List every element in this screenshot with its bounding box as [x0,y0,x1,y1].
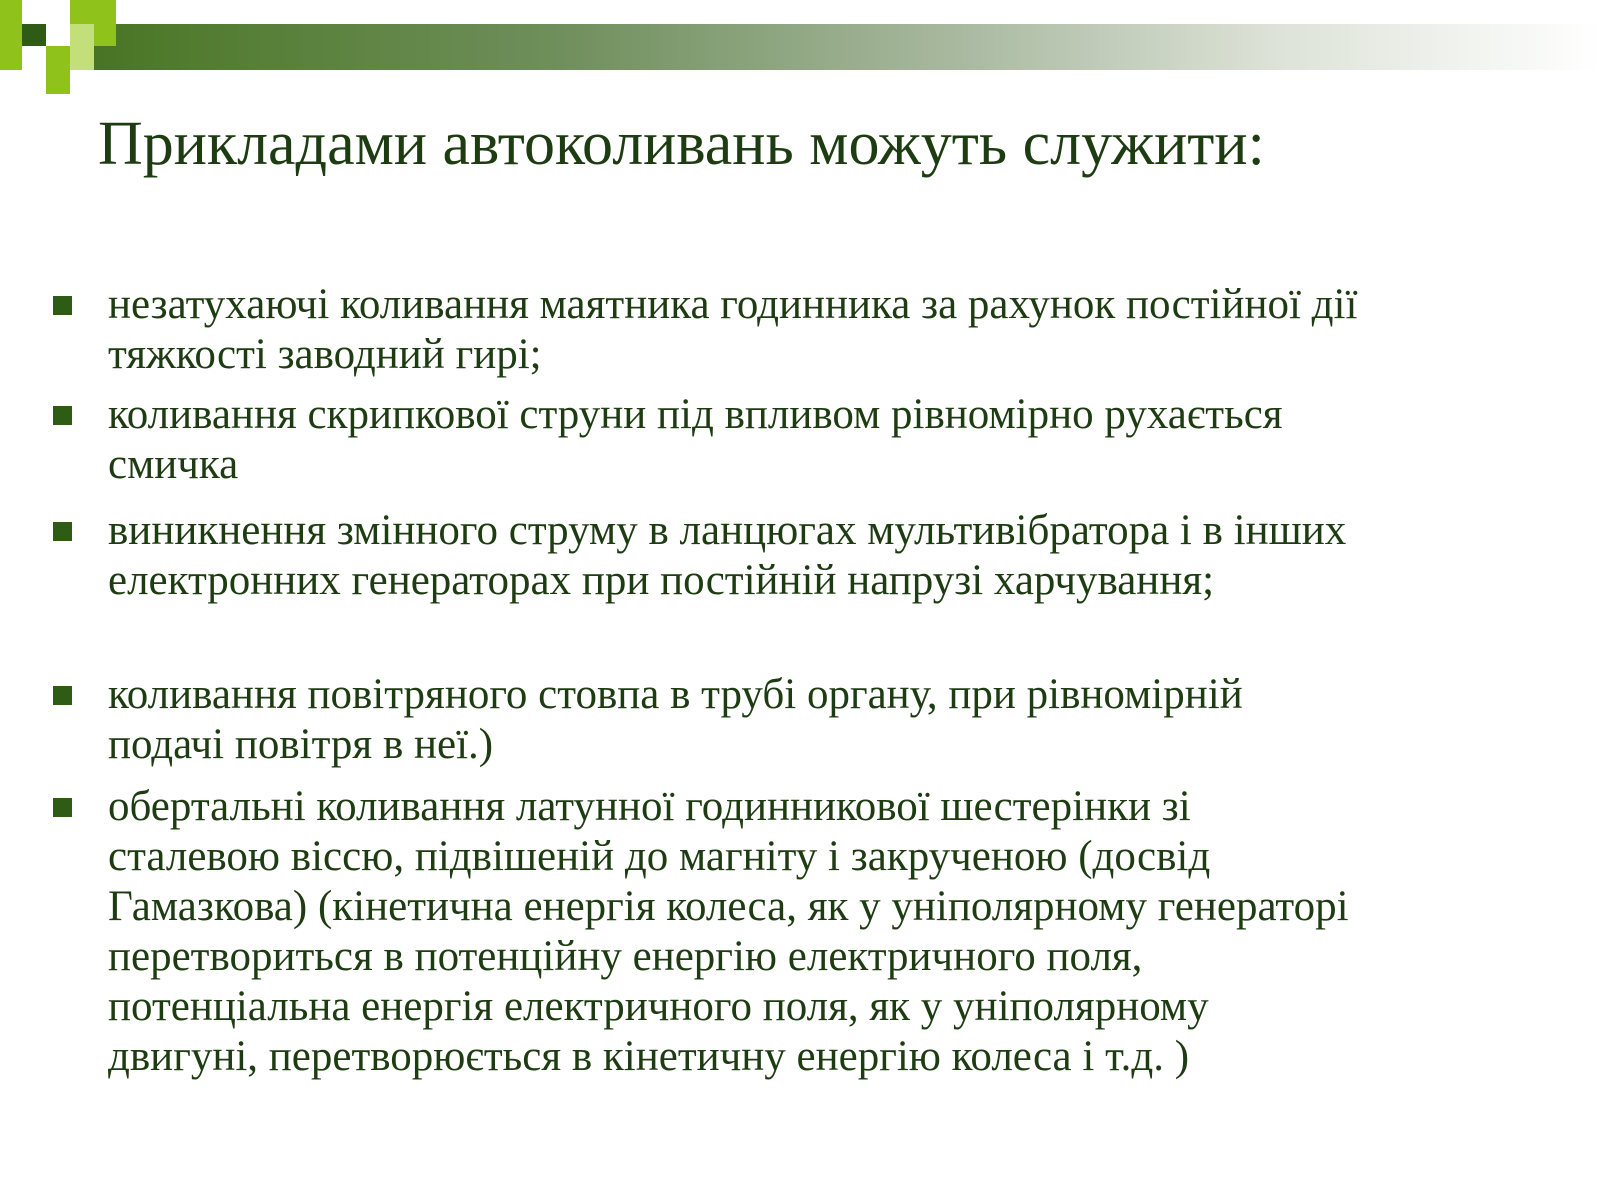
list-item [0,280,1430,380]
square-bullet-icon [53,522,72,541]
list-item [0,506,1430,606]
deco-square [70,24,94,46]
deco-square [70,0,116,24]
header-gradient-band [0,24,1600,70]
bullet-text: коливання повітряного стовпа в трубі органу, при рівномірній подачі повітря в неї.) [108,671,1243,768]
bullet-text: коливання скрипкової струни під впливом рівномірно рухається смичка [108,391,1283,488]
deco-square [22,46,46,70]
list-item [0,670,1430,770]
bullet-text: виникнення змінного струму в ланцюгах мультивібратора і в інших електронних генераторах при постійній напрузі харчування; [108,507,1347,604]
deco-square [0,24,22,70]
square-bullet-icon [53,798,72,817]
square-bullet-icon [53,406,72,425]
deco-square [0,0,22,24]
deco-square [46,70,70,94]
deco-square [46,24,70,46]
deco-square [22,24,46,46]
deco-square [70,46,94,70]
bullet-text: обертальні коливання латунної годинникової шестерінки зі сталевою віссю, підвішеній до магніту і закрученою (досвід Гамазкова) (кінетична енергія колеса, як у уніполярному генераторі перетвориться в потенційну енергію електричного поля, потенціальна енергія електричного поля, як у уніполярному двигуні, перетворюється в кінетичну енергію колеса і т.д. ) [108,783,1349,1080]
square-bullet-icon [53,686,72,705]
list-item [0,782,1430,1082]
deco-square [46,46,70,70]
deco-square [94,24,116,46]
square-bullet-icon [53,296,72,315]
bullet-text: незатухаючі коливання маятника годинника за рахунок постійної дії тяжкості заводний гирі; [108,281,1358,378]
list-item [0,390,1430,490]
corner-squares-decoration [0,0,130,100]
slide-title: Прикладами автоколивань можуть служити: [98,110,1265,178]
